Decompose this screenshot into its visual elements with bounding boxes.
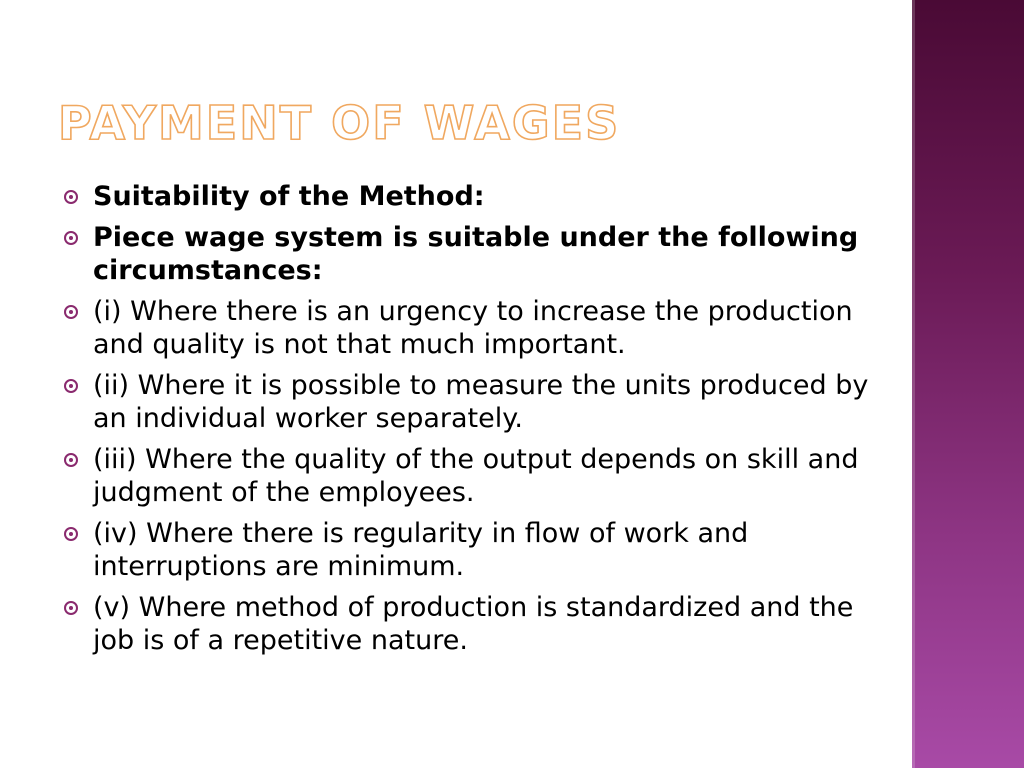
circled-dot-bullet-icon [64,305,78,319]
bullet-item [58,443,878,509]
bullet-text: (iii) Where the quality of the output depends on skill and judgment of the employees. [93,444,859,508]
bullet-text: (iv) Where there is regularity in flow of work and interruptions are minimum. [93,518,749,582]
side-decoration-panel [912,0,1024,768]
bullet-text: (ii) Where it is possible to measure the units produced by an individual worker separately. [93,370,869,434]
bullet-text: Piece wage system is suitable under the following circumstances: [93,222,859,286]
circled-dot-bullet-icon [64,190,78,204]
bullet-item [58,591,878,657]
bullet-item [58,221,878,287]
bullet-text: (v) Where method of production is standardized and the job is of a repetitive nature. [93,592,854,656]
bullet-list [58,180,878,665]
circled-dot-bullet-icon [64,453,78,467]
circled-dot-bullet-icon [64,379,78,393]
slide-title: PAYMENT OF WAGES [58,96,621,150]
bullet-item [58,517,878,583]
bullet-item [58,295,878,361]
bullet-text: Suitability of the Method: [93,181,485,212]
bullet-text: (i) Where there is an urgency to increase the production and quality is not that much important. [93,296,853,360]
bullet-item [58,369,878,435]
circled-dot-bullet-icon [64,527,78,541]
circled-dot-bullet-icon [64,231,78,245]
circled-dot-bullet-icon [64,601,78,615]
bullet-item [58,180,878,213]
